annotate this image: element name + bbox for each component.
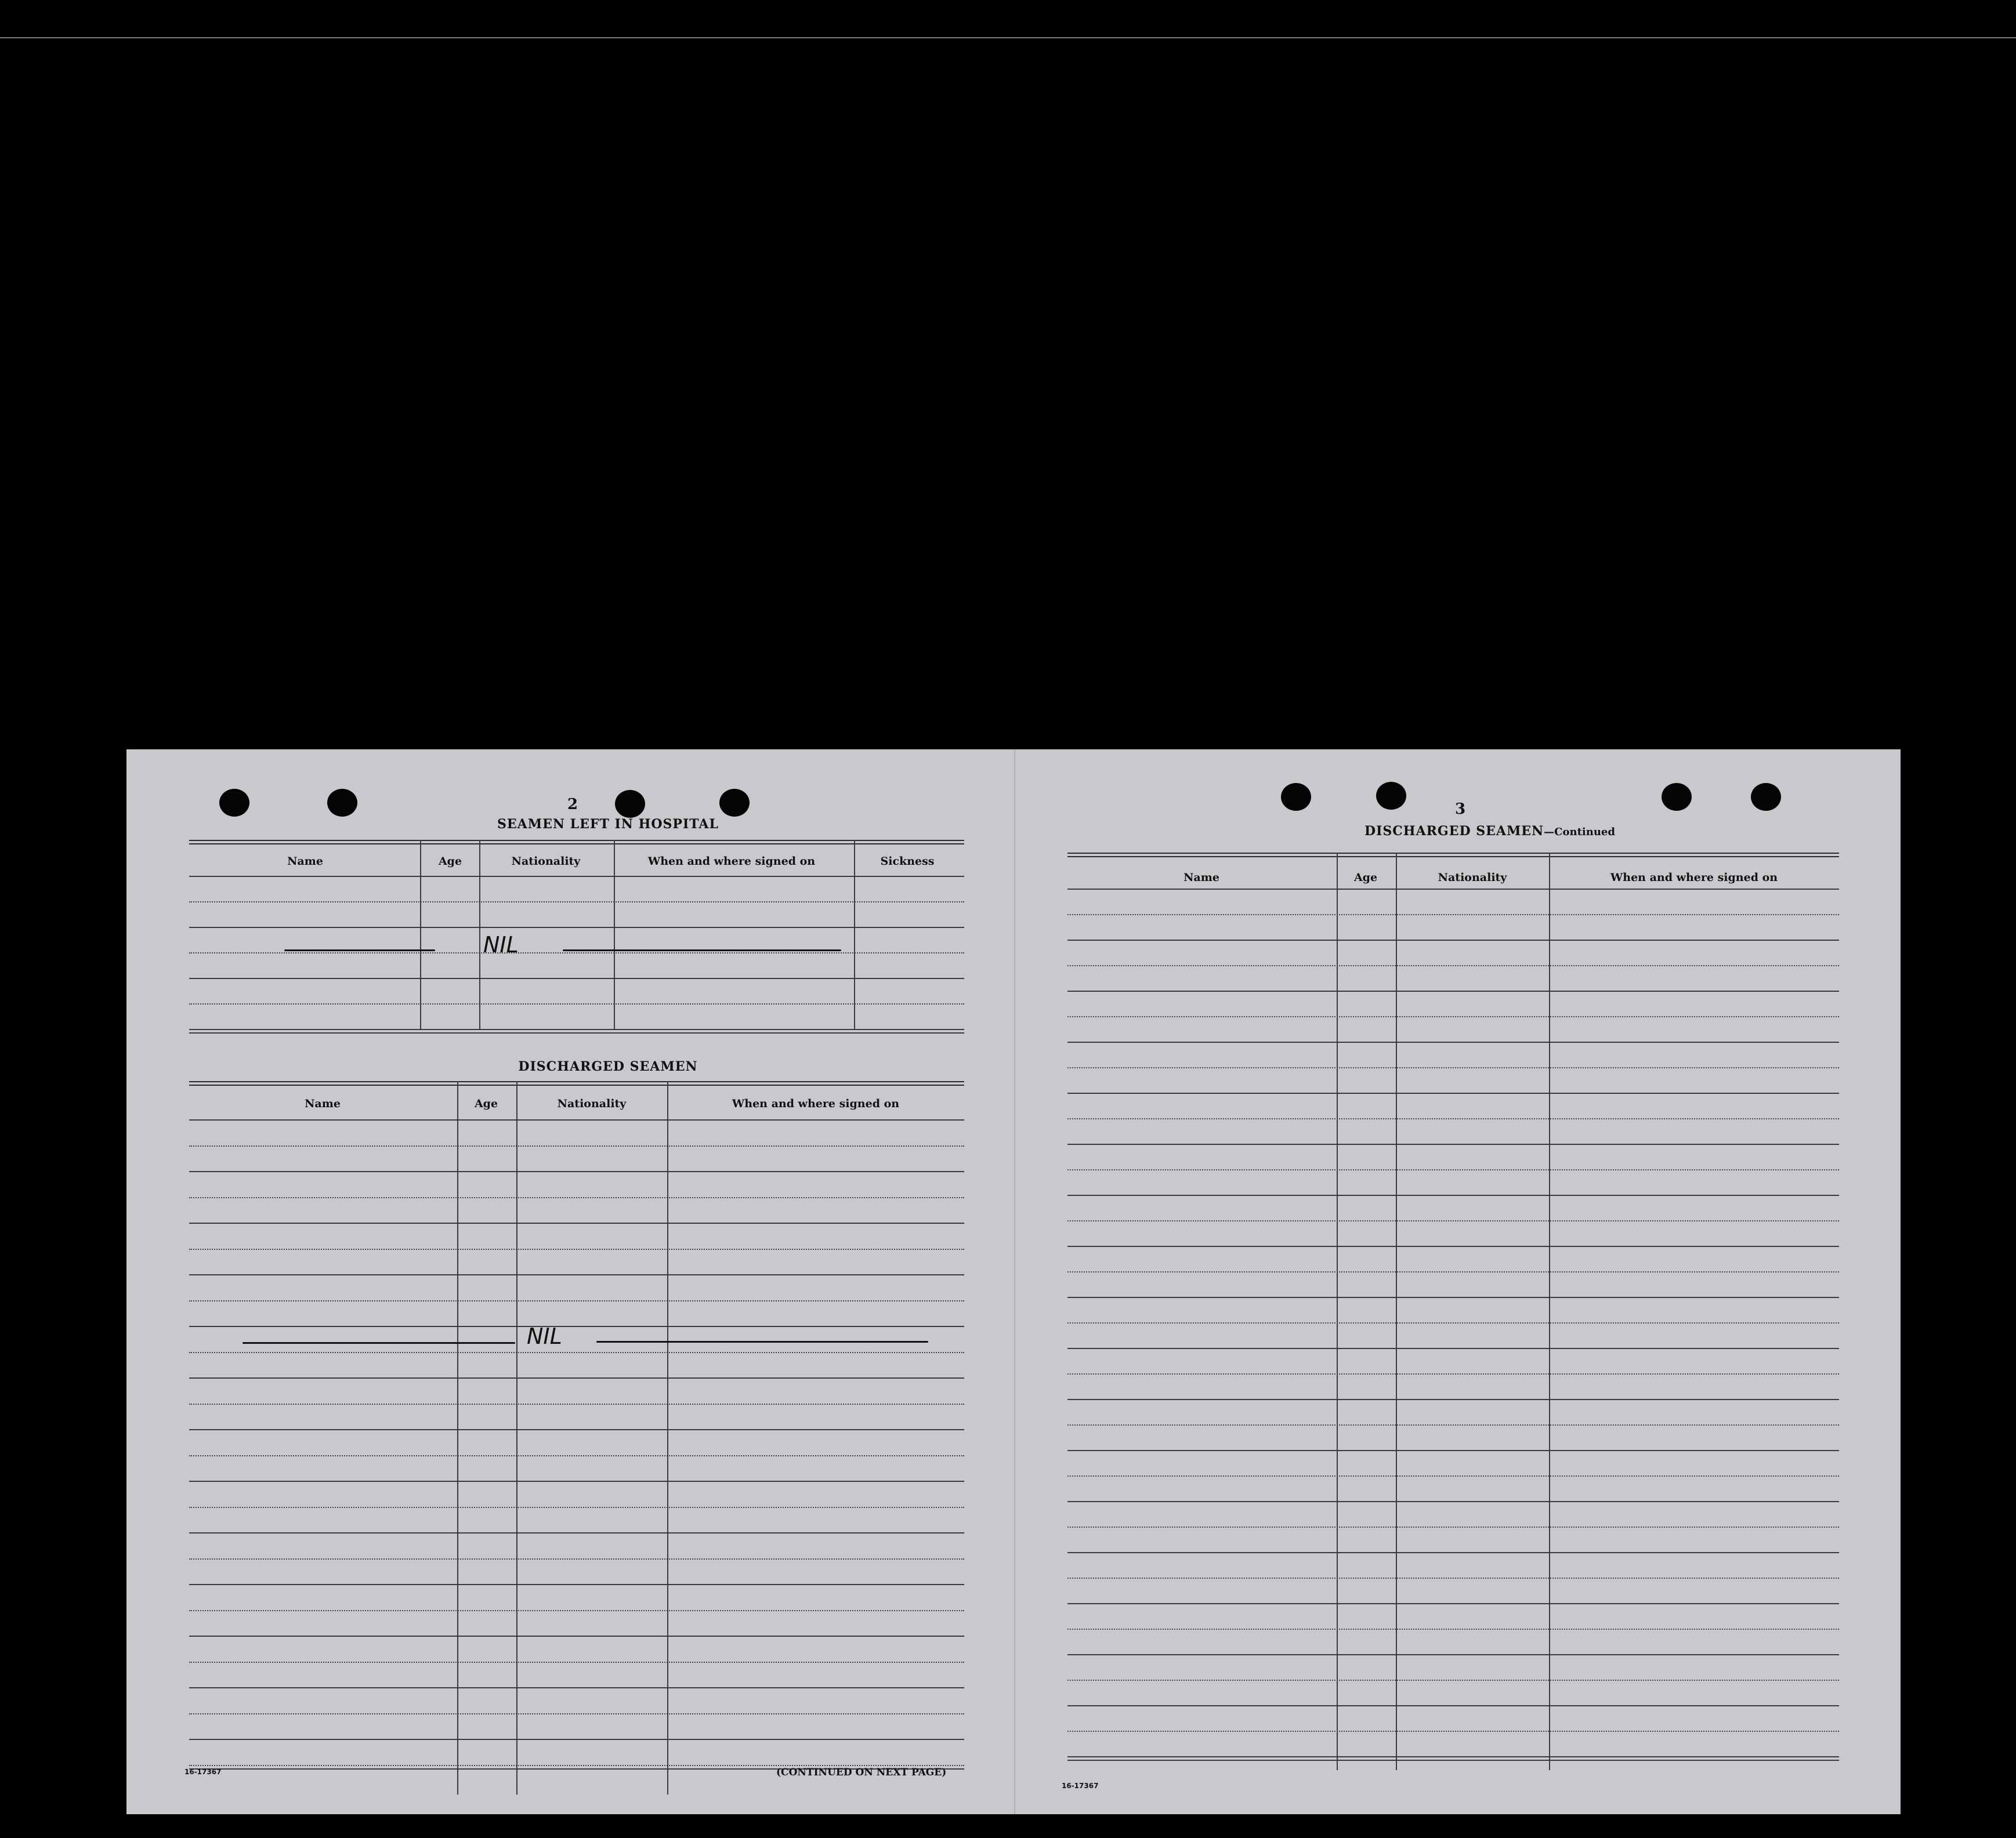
column-header: When and where signed on — [1610, 871, 1778, 884]
column-header: Name — [305, 1097, 341, 1110]
column-header: Name — [1183, 871, 1219, 884]
table-row-rule — [189, 1739, 964, 1740]
continued-footer: (CONTINUED ON NEXT PAGE) — [776, 1767, 947, 1778]
table-row-rule — [189, 901, 964, 902]
table-row-rule — [189, 1455, 964, 1456]
header-rule — [189, 1119, 964, 1121]
punch-hole — [1281, 783, 1311, 811]
table-row-rule — [1067, 1195, 1839, 1196]
table-row-rule — [189, 1532, 964, 1534]
discharged-continued-title — [1316, 824, 1664, 839]
table-row-rule — [1067, 965, 1839, 966]
column-header: Nationality — [511, 855, 581, 868]
table-row-rule — [189, 978, 964, 979]
table-row-rule — [189, 1404, 964, 1405]
table-row-rule — [189, 1687, 964, 1688]
table-row-rule — [1067, 1654, 1839, 1655]
table-row-rule — [1067, 1527, 1839, 1528]
discharged-table — [189, 1081, 964, 1795]
table-row-rule — [1067, 1373, 1839, 1375]
hospital-table — [189, 840, 964, 1030]
table-row-rule — [189, 1249, 964, 1250]
table-row-rule — [1067, 1399, 1839, 1400]
table-row-rule — [189, 927, 964, 928]
table-row-rule — [1067, 1501, 1839, 1502]
nil-entry: NIL — [527, 1324, 562, 1349]
table-row-rule — [189, 1352, 964, 1353]
handwritten-dash — [284, 949, 435, 951]
table-row-rule — [189, 1326, 964, 1327]
table-row-rule — [1067, 1042, 1839, 1043]
column-header: Age — [438, 855, 462, 868]
handwritten-dash — [243, 1342, 515, 1344]
column-header: Nationality — [1438, 871, 1507, 884]
table-row-rule — [189, 1171, 964, 1172]
title-suffix: —Continued — [1544, 826, 1615, 838]
table-row-rule — [189, 1507, 964, 1508]
table-row-rule — [1067, 1476, 1839, 1477]
table-row-rule — [189, 1223, 964, 1224]
table-row-rule — [189, 1636, 964, 1637]
punch-hole — [719, 789, 750, 817]
column-header: Age — [1353, 871, 1378, 884]
table-row-rule — [1067, 1297, 1839, 1298]
punch-hole — [615, 790, 645, 818]
table-row-rule — [1067, 1552, 1839, 1553]
table-row-rule — [1067, 1144, 1839, 1145]
table-row-rule — [1067, 1603, 1839, 1604]
table-row-rule — [189, 1003, 964, 1005]
table-row-rule — [189, 1662, 964, 1663]
handwritten-dash — [596, 1341, 928, 1343]
punch-hole — [1751, 783, 1781, 811]
form-number: 16-17367 — [184, 1768, 222, 1776]
table-row-rule — [189, 1558, 964, 1560]
table-row-rule — [1067, 1118, 1839, 1119]
table-row-rule — [1067, 1424, 1839, 1426]
column-header: When and where signed on — [732, 1097, 900, 1110]
table-row-rule — [189, 1300, 964, 1302]
table-row-rule — [1067, 914, 1839, 915]
table-row-rule — [189, 1274, 964, 1275]
table-row-rule — [1067, 1322, 1839, 1324]
table-row-rule — [1067, 1450, 1839, 1451]
table-row-rule — [1067, 1578, 1839, 1579]
column-header: Name — [287, 855, 323, 868]
page-number: 2 — [567, 796, 578, 813]
table-row-rule — [1067, 1169, 1839, 1170]
discharged-section-title: DISCHARGED SEAMEN — [518, 1059, 698, 1074]
table-row-rule — [1067, 1348, 1839, 1349]
table-bottom-rule — [1067, 1760, 1839, 1761]
table-row-rule — [1067, 1629, 1839, 1630]
discharged-continued-table — [1067, 853, 1839, 1770]
column-header: Sickness — [880, 855, 935, 868]
table-row-rule — [1067, 1016, 1839, 1017]
title-main: DISCHARGED SEAMEN — [1364, 824, 1544, 839]
table-row-rule — [189, 1145, 964, 1147]
table-row-rule — [189, 1197, 964, 1198]
table-row-rule — [1067, 940, 1839, 941]
table-row-rule — [189, 1481, 964, 1482]
table-row-rule — [189, 1713, 964, 1714]
table-row-rule — [1067, 1220, 1839, 1221]
table-row-rule — [189, 1765, 964, 1766]
table-row-rule — [189, 1377, 964, 1379]
punch-hole — [1662, 783, 1692, 811]
left-page — [126, 749, 1014, 1814]
nil-entry: NIL — [483, 932, 519, 958]
form-number: 16-17367 — [1062, 1782, 1099, 1790]
table-row-rule — [189, 1584, 964, 1585]
column-header: Nationality — [557, 1097, 627, 1110]
header-rule — [1067, 889, 1839, 890]
page-number: 3 — [1455, 800, 1466, 818]
hospital-section-title: SEAMEN LEFT IN HOSPITAL — [497, 817, 719, 832]
column-header: When and where signed on — [647, 855, 816, 868]
table-row-rule — [1067, 991, 1839, 992]
document-spread — [126, 749, 1901, 1814]
table-row-rule — [189, 952, 964, 954]
right-page — [1014, 749, 1901, 1814]
punch-hole — [327, 789, 357, 817]
scanner-edge-line — [0, 37, 2016, 38]
table-row-rule — [189, 1429, 964, 1430]
table-row-rule — [1067, 1271, 1839, 1273]
header-rule — [189, 876, 964, 877]
handwritten-dash — [563, 949, 841, 951]
table-row-rule — [1067, 1093, 1839, 1094]
table-row-rule — [189, 1610, 964, 1611]
table-row-rule — [1067, 1705, 1839, 1706]
column-header: Age — [474, 1097, 498, 1110]
table-row-rule — [1067, 1731, 1839, 1732]
table-row-rule — [1067, 1067, 1839, 1068]
table-row-rule — [189, 1029, 964, 1030]
punch-hole — [1376, 782, 1406, 810]
table-row-rule — [1067, 1680, 1839, 1681]
table-row-rule — [1067, 1756, 1839, 1757]
table-bottom-rule — [189, 1032, 964, 1034]
punch-hole — [219, 789, 249, 817]
table-row-rule — [1067, 1246, 1839, 1247]
